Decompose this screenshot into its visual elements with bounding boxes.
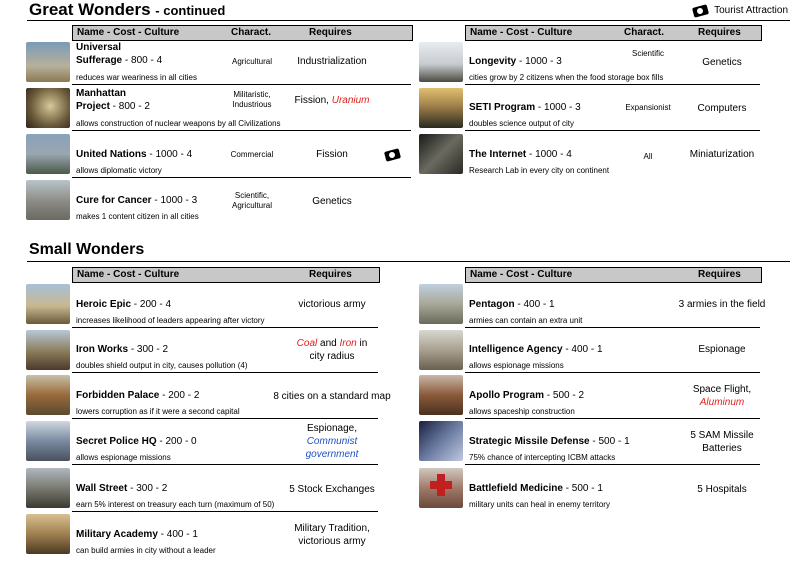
pentagon-name: Pentagon - 400 - 1 — [469, 299, 555, 310]
manhattan-project-charact: Militaristic, Industrious — [232, 90, 272, 109]
universal-sufferage-desc: reduces war weariness in all cities — [76, 73, 197, 82]
small-title-rule — [27, 261, 790, 262]
intelligence-agency-desc: allows espionage missions — [469, 361, 564, 370]
small-wonders-title: Small Wonders — [29, 241, 145, 258]
thumb-longevity — [419, 42, 463, 82]
iron-works-name: Iron Works - 300 - 2 — [76, 344, 169, 355]
the-internet-name: The Internet - 1000 - 4 — [469, 149, 572, 160]
manhattan-project-desc: allows construction of nuclear weapons by all Civilizations — [76, 119, 281, 128]
wall-street-desc: earn 5% interest on treasury each turn (maximum of 50) — [76, 500, 275, 509]
iron-works-req: Coal and Iron in city radius — [296, 338, 368, 362]
seti-program-req: Computers — [697, 103, 747, 114]
secret-police-hq-req: Espionage, Communist government — [305, 423, 359, 460]
iron-works-desc: doubles shield output in city, causes pollution (4) — [76, 361, 248, 370]
thumb-military-academy — [26, 514, 70, 554]
pentagon-desc: armies can contain an extra unit — [469, 316, 583, 325]
great-wonders-title: Great Wonders - continued — [29, 0, 226, 19]
wall-street-name: Wall Street - 300 - 2 — [76, 483, 168, 494]
secret-police-hq-desc: allows espionage missions — [76, 453, 171, 462]
longevity-name: Longevity - 1000 - 3 — [469, 56, 562, 67]
thumb-universal-sufferage — [26, 42, 70, 82]
apollo-program-name: Apollo Program - 500 - 2 — [469, 390, 585, 401]
cure-for-cancer-req: Genetics — [312, 196, 352, 207]
united-nations-desc: allows diplomatic victory — [76, 166, 162, 175]
intelligence-agency-name: Intelligence Agency - 400 - 1 — [469, 344, 603, 355]
thumb-iron-works — [26, 330, 70, 370]
manhattan-project-name: Manhattan Project - 800 - 2 — [76, 88, 150, 112]
cure-for-cancer-charact: Scientific, Agricultural — [231, 191, 272, 210]
seti-program-name: SETI Program - 1000 - 3 — [469, 102, 581, 113]
thumb-the-internet — [419, 134, 463, 174]
thumb-strategic-missile-defense — [419, 421, 463, 461]
longevity-desc: cities grow by 2 citizens when the food storage box fills — [469, 73, 664, 82]
apollo-program-desc: allows spaceship construction — [469, 407, 575, 416]
row-sep — [465, 130, 760, 131]
the-internet-charact: All — [643, 152, 653, 161]
thumb-united-nations — [26, 134, 70, 174]
secret-police-hq-name: Secret Police HQ - 200 - 0 — [76, 436, 197, 447]
thumb-wall-street — [26, 468, 70, 508]
wall-street-req: 5 Stock Exchanges — [289, 484, 375, 495]
universal-sufferage-req: Industrialization — [297, 56, 367, 67]
military-academy-name: Military Academy - 400 - 1 — [76, 529, 198, 540]
manhattan-project-req: Fission, Uranium — [294, 95, 370, 106]
thumb-cure-for-cancer — [26, 180, 70, 220]
thumb-forbidden-palace — [26, 375, 70, 415]
strategic-missile-defense-desc: 75% chance of intercepting ICBM attacks — [469, 453, 616, 462]
row-sep — [72, 511, 378, 512]
united-nations-charact: Commercial — [230, 150, 274, 159]
united-nations-req: Fission — [316, 149, 348, 160]
cure-for-cancer-name: Cure for Cancer - 1000 - 3 — [76, 195, 198, 206]
forbidden-palace-req: 8 cities on a standard map — [273, 391, 391, 402]
battlefield-medicine-desc: military units can heal in enemy territory — [469, 500, 610, 509]
the-internet-desc: Research Lab in every city on continent — [469, 166, 610, 175]
strategic-missile-defense-name: Strategic Missile Defense - 500 - 1 — [469, 436, 630, 447]
row-sep — [465, 84, 760, 85]
longevity-req: Genetics — [702, 57, 742, 68]
thumb-secret-police-hq — [26, 421, 70, 461]
longevity-charact: Scientific — [631, 49, 664, 58]
universal-sufferage-name: Universal Sufferage - 800 - 4 — [76, 42, 163, 66]
intelligence-agency-req: Espionage — [698, 344, 746, 355]
row-sep — [465, 372, 760, 373]
military-academy-req: Military Tradition, victorious army — [294, 523, 370, 547]
battlefield-medicine-name: Battlefield Medicine - 500 - 1 — [469, 483, 603, 494]
thumb-intelligence-agency — [419, 330, 463, 370]
thumb-manhattan-project — [26, 88, 70, 128]
military-academy-desc: can build armies in city without a leader — [76, 546, 216, 555]
thumb-apollo-program — [419, 375, 463, 415]
seti-program-desc: doubles science output of city — [469, 119, 574, 128]
row-sep — [72, 464, 378, 465]
row-sep — [72, 177, 411, 178]
row-sep — [72, 327, 378, 328]
battlefield-medicine-req: 5 Hospitals — [697, 484, 747, 495]
seti-program-charact: Expansionist — [625, 103, 671, 112]
thumb-battlefield-medicine — [419, 468, 463, 508]
heroic-epic-desc: increases likelihood of leaders appearing after victory — [76, 316, 265, 325]
forbidden-palace-name: Forbidden Palace - 200 - 2 — [76, 390, 200, 401]
heroic-epic-req: victorious army — [298, 299, 366, 310]
strategic-missile-defense-req: 5 SAM Missile Batteries — [690, 430, 754, 454]
great-left-header: Name - Cost - Culture Charact. Requires — [72, 25, 413, 41]
title-rule — [27, 20, 790, 21]
pentagon-req: 3 armies in the field — [678, 299, 766, 310]
row-sep — [72, 372, 378, 373]
camera-icon — [692, 4, 710, 17]
row-sep — [465, 327, 760, 328]
united-nations-name: United Nations - 1000 - 4 — [76, 149, 193, 160]
camera-icon — [384, 148, 402, 161]
row-sep — [465, 464, 760, 465]
thumb-pentagon — [419, 284, 463, 324]
great-right-header: Name - Cost - Culture Charact. Requires — [465, 25, 762, 41]
row-sep — [72, 130, 411, 131]
tourist-legend: Tourist Attraction — [692, 4, 788, 17]
the-internet-req: Miniaturization — [689, 149, 755, 160]
small-left-header: Name - Cost - Culture Requires — [72, 267, 380, 283]
cure-for-cancer-desc: makes 1 content citizen in all cities — [76, 212, 199, 221]
thumb-seti-program — [419, 88, 463, 128]
heroic-epic-name: Heroic Epic - 200 - 4 — [76, 299, 172, 310]
row-sep — [465, 418, 760, 419]
small-right-header: Name - Cost - Culture Requires — [465, 267, 762, 283]
universal-sufferage-charact: Agricultural — [231, 57, 272, 66]
apollo-program-req: Space Flight, Aluminum — [692, 384, 752, 408]
row-sep — [72, 418, 378, 419]
row-sep — [72, 84, 411, 85]
forbidden-palace-desc: lowers corruption as if it were a second capital — [76, 407, 240, 416]
thumb-heroic-epic — [26, 284, 70, 324]
